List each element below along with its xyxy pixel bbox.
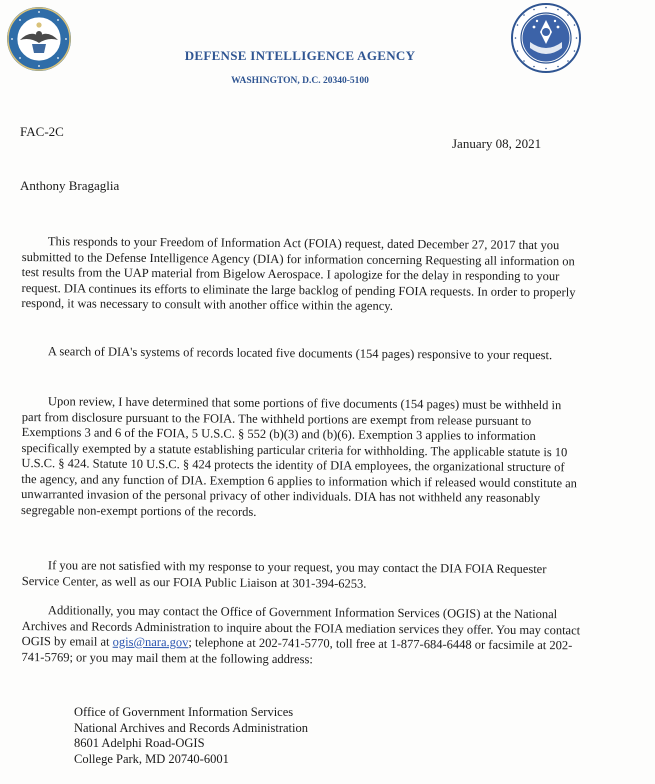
paragraph-contact <box>22 558 582 593</box>
paragraph-review <box>21 394 582 522</box>
paragraph-4-text: If you are not satisfied with my response to your request, you may contact the DIA FOIA Requester Service Center, as well as our FOIA Public Liaison at 301-394-6253. <box>21 558 547 591</box>
recipient-name: Anthony Bragaglia <box>20 178 120 193</box>
paragraph-1-text: This responds to your Freedom of Information Act (FOIA) request, dated December 27, 2017 that you submitted to the Defense Intelligence Agency (DIA) for information concerning Requesting all information on test results from the UAP material from Bigelow Aerospace. I apologize for the delay in responding to your request. DIA continues its efforts to eliminate the large backlog of pending FOIA requests. In order to properly respond, it was necessary to consult with another office within the agency. <box>21 234 576 313</box>
address-line: College Park, MD 20740-6001 <box>74 751 229 766</box>
paragraph-5-text <box>22 603 582 669</box>
paragraph-ogis <box>22 603 582 669</box>
paragraph-5-tail: ; telephone at 202-741-5770, toll free at 1-877-684-6448 or facsimile at 202-741-5769; or you may mail them at the following address: <box>21 635 573 666</box>
agency-name: DEFENSE INTELLIGENCE AGENCY <box>184 48 416 63</box>
reference-code: FAC-2C <box>20 124 64 139</box>
address-line: Office of Government Information Services <box>74 705 294 719</box>
dod-seal-icon <box>6 6 72 72</box>
letterhead <box>150 48 450 86</box>
ogis-mailing-address <box>74 705 308 767</box>
address-line: National Archives and Records Administration <box>74 720 308 735</box>
paragraph-3-text: Upon review, I have determined that some portions of five documents (154 pages) must be withheld in part from disclosure pursuant to the FOIA. The withheld portions are exempt from release pursuant to Exemptions 3 and 6 of the FOIA, 5 U.S.C. § 552 (b)(3) and (b)(6). Exemption 3 applies to information specifically exempted by a statute establishing particular criteria for withholding. The applicable statute is 10 U.S.C. § 424. Statute 10 U.S.C. § 424 protects the identity of DIA employees, the organizational structure of the agency, and any function of DIA. Exemption 6 applies to information which if released would constitute an unwarranted invasion of the personal privacy of other individuals. DIA has not withheld any reasonably segregable non-exempt portions of the records. <box>21 394 578 519</box>
paragraph-search <box>22 344 582 364</box>
letter-date: January 08, 2021 <box>452 136 542 151</box>
ogis-email-link[interactable]: ogis@nara.gov <box>112 634 189 650</box>
dia-seal-icon <box>510 2 582 74</box>
paragraph-2-text: A search of DIA's systems of records located five documents (154 pages) responsive to your request. <box>47 344 553 363</box>
agency-address: WASHINGTON, D.C. 20340-5100 <box>231 76 369 86</box>
paragraph-5-lead: Additionally, you may contact the Office of Government Information Services (OGIS) at the National Archives and Records Administration to inquire about the FOIA mediation services they offer. You may contact OGIS by email at <box>21 603 581 649</box>
paragraph-request <box>21 234 582 316</box>
address-line: 8601 Adelphi Road-OGIS <box>74 736 205 750</box>
